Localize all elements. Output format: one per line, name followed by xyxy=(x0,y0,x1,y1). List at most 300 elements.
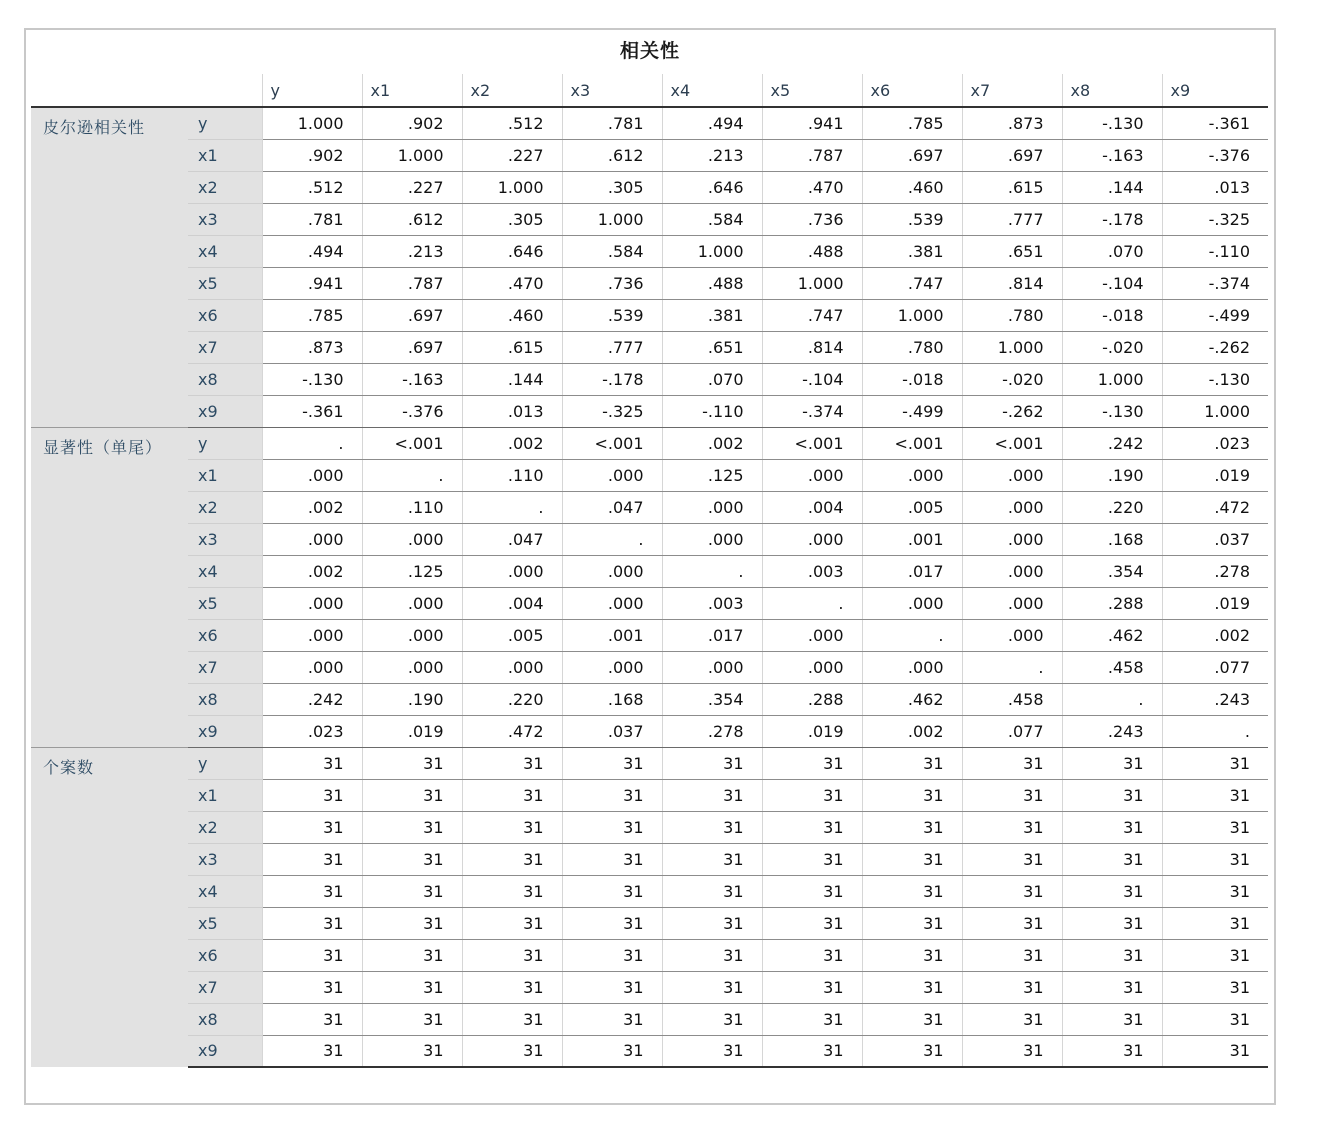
table-cell: .873 xyxy=(262,331,362,363)
table-cell: -.130 xyxy=(1162,363,1268,395)
table-row xyxy=(31,715,1268,747)
table-title: 相关性 xyxy=(619,40,680,62)
table-row xyxy=(31,843,1268,875)
table-cell: .697 xyxy=(362,299,462,331)
table-cell: -.104 xyxy=(1062,267,1162,299)
table-cell: .584 xyxy=(662,203,762,235)
table-cell: -.020 xyxy=(1062,331,1162,363)
table-cell: .037 xyxy=(562,715,662,747)
table-cell: .190 xyxy=(1062,459,1162,491)
table-cell: -.374 xyxy=(1162,267,1268,299)
table-row xyxy=(31,299,1268,331)
table-cell: -.018 xyxy=(862,363,962,395)
table-cell: .381 xyxy=(862,235,962,267)
table-cell: .227 xyxy=(362,171,462,203)
table-cell: 31 xyxy=(1162,1003,1268,1035)
table-cell: 31 xyxy=(362,1003,462,1035)
table-cell: 31 xyxy=(462,1003,562,1035)
table-cell: .288 xyxy=(1062,587,1162,619)
table-cell: .000 xyxy=(262,619,362,651)
table-cell: .070 xyxy=(662,363,762,395)
row-variable-label: y xyxy=(188,107,262,139)
table-cell: .077 xyxy=(1162,651,1268,683)
table-cell: -.325 xyxy=(562,395,662,427)
table-cell: . xyxy=(962,651,1062,683)
row-variable-label: x2 xyxy=(188,491,262,523)
table-cell: .472 xyxy=(1162,491,1268,523)
row-variable-label: x7 xyxy=(188,651,262,683)
table-cell: 31 xyxy=(862,811,962,843)
table-cell: .288 xyxy=(762,683,862,715)
row-variable-label: x3 xyxy=(188,523,262,555)
table-cell: 31 xyxy=(362,875,462,907)
table-cell: .243 xyxy=(1062,715,1162,747)
table-cell: 31 xyxy=(862,1003,962,1035)
table-cell: .002 xyxy=(862,715,962,747)
table-cell: .004 xyxy=(762,491,862,523)
row-variable-label: x6 xyxy=(188,299,262,331)
column-header: x1 xyxy=(362,74,462,107)
table-cell: 31 xyxy=(762,1035,862,1067)
table-row xyxy=(31,779,1268,811)
table-cell: 31 xyxy=(362,779,462,811)
table-cell: .243 xyxy=(1162,683,1268,715)
table-cell: 31 xyxy=(1162,875,1268,907)
table-cell: -.163 xyxy=(362,363,462,395)
table-cell: <.001 xyxy=(562,427,662,459)
table-cell: .697 xyxy=(962,139,1062,171)
table-row xyxy=(31,139,1268,171)
table-cell: .000 xyxy=(462,555,562,587)
table-cell: .000 xyxy=(262,523,362,555)
table-cell: .736 xyxy=(562,267,662,299)
row-variable-label: x5 xyxy=(188,587,262,619)
table-cell: 31 xyxy=(862,875,962,907)
table-cell: .000 xyxy=(762,523,862,555)
column-header: x7 xyxy=(962,74,1062,107)
table-cell: .000 xyxy=(962,555,1062,587)
table-cell: 31 xyxy=(662,875,762,907)
table-cell: -.020 xyxy=(962,363,1062,395)
table-body xyxy=(31,107,1268,1067)
table-cell: .000 xyxy=(362,651,462,683)
table-cell: 31 xyxy=(262,907,362,939)
row-variable-label: y xyxy=(188,747,262,779)
corner-cell xyxy=(188,74,262,107)
table-cell: .462 xyxy=(1062,619,1162,651)
table-cell: .787 xyxy=(362,267,462,299)
table-cell: .470 xyxy=(462,267,562,299)
table-cell: .902 xyxy=(262,139,362,171)
row-variable-label: x1 xyxy=(188,139,262,171)
table-cell: 1.000 xyxy=(962,331,1062,363)
table-cell: .651 xyxy=(962,235,1062,267)
table-cell: .460 xyxy=(462,299,562,331)
table-cell: 31 xyxy=(262,811,362,843)
table-cell: .110 xyxy=(462,459,562,491)
table-cell: .697 xyxy=(862,139,962,171)
table-cell: 31 xyxy=(362,843,462,875)
table-cell: .168 xyxy=(1062,523,1162,555)
table-cell: 31 xyxy=(562,1003,662,1035)
table-cell: -.262 xyxy=(962,395,1062,427)
table-cell: .002 xyxy=(462,427,562,459)
table-cell: . xyxy=(562,523,662,555)
table-cell: .013 xyxy=(462,395,562,427)
table-cell: 31 xyxy=(462,811,562,843)
table-cell: .110 xyxy=(362,491,462,523)
table-cell: .002 xyxy=(262,491,362,523)
table-cell: .017 xyxy=(862,555,962,587)
table-cell: 31 xyxy=(762,811,862,843)
table-cell: 1.000 xyxy=(862,299,962,331)
table-cell: .381 xyxy=(662,299,762,331)
row-variable-label: x2 xyxy=(188,811,262,843)
table-cell: .651 xyxy=(662,331,762,363)
table-row xyxy=(31,331,1268,363)
table-cell: -.130 xyxy=(1062,395,1162,427)
table-row xyxy=(31,171,1268,203)
table-cell: .004 xyxy=(462,587,562,619)
column-header: x2 xyxy=(462,74,562,107)
table-cell: .002 xyxy=(1162,619,1268,651)
table-cell: .077 xyxy=(962,715,1062,747)
table-row xyxy=(31,1035,1268,1067)
column-header: x4 xyxy=(662,74,762,107)
table-cell: .013 xyxy=(1162,171,1268,203)
table-cell: 31 xyxy=(762,939,862,971)
table-cell: 31 xyxy=(562,779,662,811)
table-cell: .787 xyxy=(762,139,862,171)
table-cell: 31 xyxy=(1162,747,1268,779)
table-cell: 31 xyxy=(262,1035,362,1067)
table-cell: .144 xyxy=(462,363,562,395)
table-cell: .047 xyxy=(462,523,562,555)
table-row xyxy=(31,1003,1268,1035)
table-cell: .354 xyxy=(662,683,762,715)
table-row xyxy=(31,107,1268,139)
row-variable-label: x5 xyxy=(188,907,262,939)
table-cell: 31 xyxy=(762,843,862,875)
table-cell: .001 xyxy=(562,619,662,651)
table-cell: 31 xyxy=(962,779,1062,811)
table-cell: 31 xyxy=(562,843,662,875)
table-cell: .354 xyxy=(1062,555,1162,587)
table-cell: .305 xyxy=(562,171,662,203)
table-cell: -.110 xyxy=(662,395,762,427)
table-cell: 31 xyxy=(462,939,562,971)
table-cell: 31 xyxy=(362,747,462,779)
table-row xyxy=(31,811,1268,843)
table-row xyxy=(31,651,1268,683)
table-cell: <.001 xyxy=(362,427,462,459)
table-cell: 31 xyxy=(662,843,762,875)
table-cell: 31 xyxy=(662,1003,762,1035)
table-cell: .002 xyxy=(662,427,762,459)
table-cell: 31 xyxy=(1062,907,1162,939)
table-cell: .000 xyxy=(862,587,962,619)
table-cell: .023 xyxy=(1162,427,1268,459)
table-cell: 31 xyxy=(962,1003,1062,1035)
table-cell: .213 xyxy=(662,139,762,171)
table-cell: 31 xyxy=(862,747,962,779)
table-cell: .002 xyxy=(262,555,362,587)
table-cell: 31 xyxy=(1062,779,1162,811)
row-variable-label: x9 xyxy=(188,1035,262,1067)
table-row xyxy=(31,267,1268,299)
row-variable-label: x4 xyxy=(188,235,262,267)
row-variable-label: x1 xyxy=(188,779,262,811)
row-variable-label: x6 xyxy=(188,939,262,971)
table-cell: .000 xyxy=(262,651,362,683)
table-cell: .539 xyxy=(562,299,662,331)
row-variable-label: x6 xyxy=(188,619,262,651)
table-cell: .646 xyxy=(662,171,762,203)
table-cell: .000 xyxy=(662,523,762,555)
table-cell: .000 xyxy=(562,459,662,491)
row-group-label: 皮尔逊相关性 xyxy=(31,107,188,427)
table-cell: 31 xyxy=(1162,1035,1268,1067)
table-cell: -.374 xyxy=(762,395,862,427)
column-header: x3 xyxy=(562,74,662,107)
row-variable-label: x7 xyxy=(188,331,262,363)
table-cell: .220 xyxy=(1062,491,1162,523)
table-cell: 31 xyxy=(762,779,862,811)
table-cell: .612 xyxy=(562,139,662,171)
table-cell: .000 xyxy=(762,651,862,683)
table-cell: .777 xyxy=(562,331,662,363)
table-cell: 31 xyxy=(462,907,562,939)
table-cell: 31 xyxy=(962,747,1062,779)
table-cell: 31 xyxy=(1062,1035,1162,1067)
table-cell: 31 xyxy=(962,811,1062,843)
table-cell: .278 xyxy=(1162,555,1268,587)
table-cell: .001 xyxy=(862,523,962,555)
column-header: x8 xyxy=(1062,74,1162,107)
row-variable-label: x9 xyxy=(188,715,262,747)
table-cell: 31 xyxy=(462,747,562,779)
table-cell: .462 xyxy=(862,683,962,715)
table-cell: .070 xyxy=(1062,235,1162,267)
table-cell: .000 xyxy=(862,459,962,491)
table-cell: 31 xyxy=(262,1003,362,1035)
table-cell: .000 xyxy=(562,555,662,587)
table-cell: -.361 xyxy=(262,395,362,427)
row-variable-label: x1 xyxy=(188,459,262,491)
table-cell: . xyxy=(362,459,462,491)
column-header: y xyxy=(262,74,362,107)
table-cell: . xyxy=(262,427,362,459)
table-cell: .460 xyxy=(862,171,962,203)
table-cell: .697 xyxy=(362,331,462,363)
table-cell: .494 xyxy=(262,235,362,267)
table-cell: .902 xyxy=(362,107,462,139)
table-cell: 31 xyxy=(862,907,962,939)
table-cell: .019 xyxy=(362,715,462,747)
table-cell: 31 xyxy=(1162,779,1268,811)
table-cell: .125 xyxy=(362,555,462,587)
table-cell: .000 xyxy=(862,651,962,683)
table-cell: .305 xyxy=(462,203,562,235)
table-row xyxy=(31,747,1268,779)
column-header: x9 xyxy=(1162,74,1268,107)
table-cell: .814 xyxy=(962,267,1062,299)
table-cell: .512 xyxy=(462,107,562,139)
table-cell: 31 xyxy=(662,907,762,939)
table-cell: .494 xyxy=(662,107,762,139)
row-variable-label: y xyxy=(188,427,262,459)
table-row xyxy=(31,587,1268,619)
table-cell: .220 xyxy=(462,683,562,715)
table-cell: .000 xyxy=(462,651,562,683)
table-cell: .023 xyxy=(262,715,362,747)
table-cell: .458 xyxy=(962,683,1062,715)
table-cell: .000 xyxy=(362,587,462,619)
table-cell: -.130 xyxy=(1062,107,1162,139)
table-cell: .000 xyxy=(962,459,1062,491)
table-cell: .242 xyxy=(262,683,362,715)
table-cell: 31 xyxy=(762,875,862,907)
table-cell: 31 xyxy=(662,939,762,971)
table-cell: 31 xyxy=(1062,939,1162,971)
table-cell: -.104 xyxy=(762,363,862,395)
table-cell: 31 xyxy=(262,939,362,971)
table-cell: 31 xyxy=(262,747,362,779)
table-cell: 31 xyxy=(262,875,362,907)
table-cell: 31 xyxy=(762,971,862,1003)
table-cell: 31 xyxy=(1162,843,1268,875)
table-cell: 31 xyxy=(662,747,762,779)
table-cell: .458 xyxy=(1062,651,1162,683)
table-cell: .000 xyxy=(362,523,462,555)
table-cell: .470 xyxy=(762,171,862,203)
table-cell: 31 xyxy=(362,1035,462,1067)
table-cell: 31 xyxy=(562,939,662,971)
table-cell: .584 xyxy=(562,235,662,267)
column-header-row xyxy=(31,74,1268,107)
table-row xyxy=(31,875,1268,907)
row-group-label: 个案数 xyxy=(31,747,188,1067)
table-cell: .000 xyxy=(962,587,1062,619)
table-cell: .003 xyxy=(662,587,762,619)
table-cell: -.110 xyxy=(1162,235,1268,267)
table-cell: .000 xyxy=(562,587,662,619)
row-variable-label: x4 xyxy=(188,555,262,587)
table-cell: .941 xyxy=(262,267,362,299)
table-row xyxy=(31,235,1268,267)
table-cell: -.361 xyxy=(1162,107,1268,139)
table-cell: .814 xyxy=(762,331,862,363)
table-cell: 31 xyxy=(862,971,962,1003)
table-cell: 31 xyxy=(762,1003,862,1035)
table-cell: 31 xyxy=(562,907,662,939)
table-cell: .047 xyxy=(562,491,662,523)
table-cell: .144 xyxy=(1062,171,1162,203)
table-cell: -.018 xyxy=(1062,299,1162,331)
table-cell: 31 xyxy=(1062,843,1162,875)
table-cell: 31 xyxy=(862,1035,962,1067)
table-cell: .278 xyxy=(662,715,762,747)
table-cell: .000 xyxy=(962,619,1062,651)
table-cell: <.001 xyxy=(962,427,1062,459)
table-row xyxy=(31,939,1268,971)
table-cell: .488 xyxy=(662,267,762,299)
row-variable-label: x3 xyxy=(188,843,262,875)
table-cell: 1.000 xyxy=(562,203,662,235)
table-cell: .512 xyxy=(262,171,362,203)
table-cell: .539 xyxy=(862,203,962,235)
table-cell: . xyxy=(862,619,962,651)
row-variable-label: x4 xyxy=(188,875,262,907)
corner-cell xyxy=(31,74,188,107)
table-cell: .000 xyxy=(262,459,362,491)
table-cell: 31 xyxy=(562,971,662,1003)
table-cell: 31 xyxy=(662,779,762,811)
table-cell: 31 xyxy=(1062,1003,1162,1035)
table-cell: 31 xyxy=(862,779,962,811)
table-cell: .785 xyxy=(862,107,962,139)
table-cell: 31 xyxy=(962,971,1062,1003)
row-variable-label: x8 xyxy=(188,683,262,715)
table-cell: 1.000 xyxy=(662,235,762,267)
table-cell: 31 xyxy=(1062,811,1162,843)
table-cell: 31 xyxy=(1162,907,1268,939)
table-cell: .780 xyxy=(962,299,1062,331)
table-cell: . xyxy=(662,555,762,587)
table-cell: 31 xyxy=(862,843,962,875)
table-cell: .000 xyxy=(662,491,762,523)
table-cell: .168 xyxy=(562,683,662,715)
table-cell: 31 xyxy=(562,875,662,907)
table-cell: .941 xyxy=(762,107,862,139)
table-cell: .873 xyxy=(962,107,1062,139)
table-cell: .000 xyxy=(262,587,362,619)
table-cell: 31 xyxy=(1062,875,1162,907)
table-cell: .227 xyxy=(462,139,562,171)
table-cell: -.178 xyxy=(562,363,662,395)
table-cell: 31 xyxy=(762,747,862,779)
row-variable-label: x8 xyxy=(188,363,262,395)
table-cell: .472 xyxy=(462,715,562,747)
table-cell: 31 xyxy=(662,1035,762,1067)
table-cell: .747 xyxy=(762,299,862,331)
table-cell: .213 xyxy=(362,235,462,267)
table-cell: .780 xyxy=(862,331,962,363)
table-cell: 31 xyxy=(362,907,462,939)
row-variable-label: x2 xyxy=(188,171,262,203)
column-header: x5 xyxy=(762,74,862,107)
table-cell: .747 xyxy=(862,267,962,299)
table-cell: .003 xyxy=(762,555,862,587)
table-cell: 31 xyxy=(762,907,862,939)
table-cell: .000 xyxy=(762,459,862,491)
table-cell: 31 xyxy=(1062,971,1162,1003)
table-cell: -.499 xyxy=(1162,299,1268,331)
table-cell: .781 xyxy=(262,203,362,235)
table-cell: -.499 xyxy=(862,395,962,427)
table-cell: 31 xyxy=(362,811,462,843)
table-cell: .019 xyxy=(1162,459,1268,491)
table-cell: <.001 xyxy=(862,427,962,459)
table-cell: 31 xyxy=(962,843,1062,875)
table-cell: 31 xyxy=(462,875,562,907)
table-cell: -.130 xyxy=(262,363,362,395)
table-row xyxy=(31,555,1268,587)
table-cell: 31 xyxy=(462,971,562,1003)
table-cell: 31 xyxy=(462,1035,562,1067)
table-cell: -.262 xyxy=(1162,331,1268,363)
table-cell: 31 xyxy=(962,875,1062,907)
